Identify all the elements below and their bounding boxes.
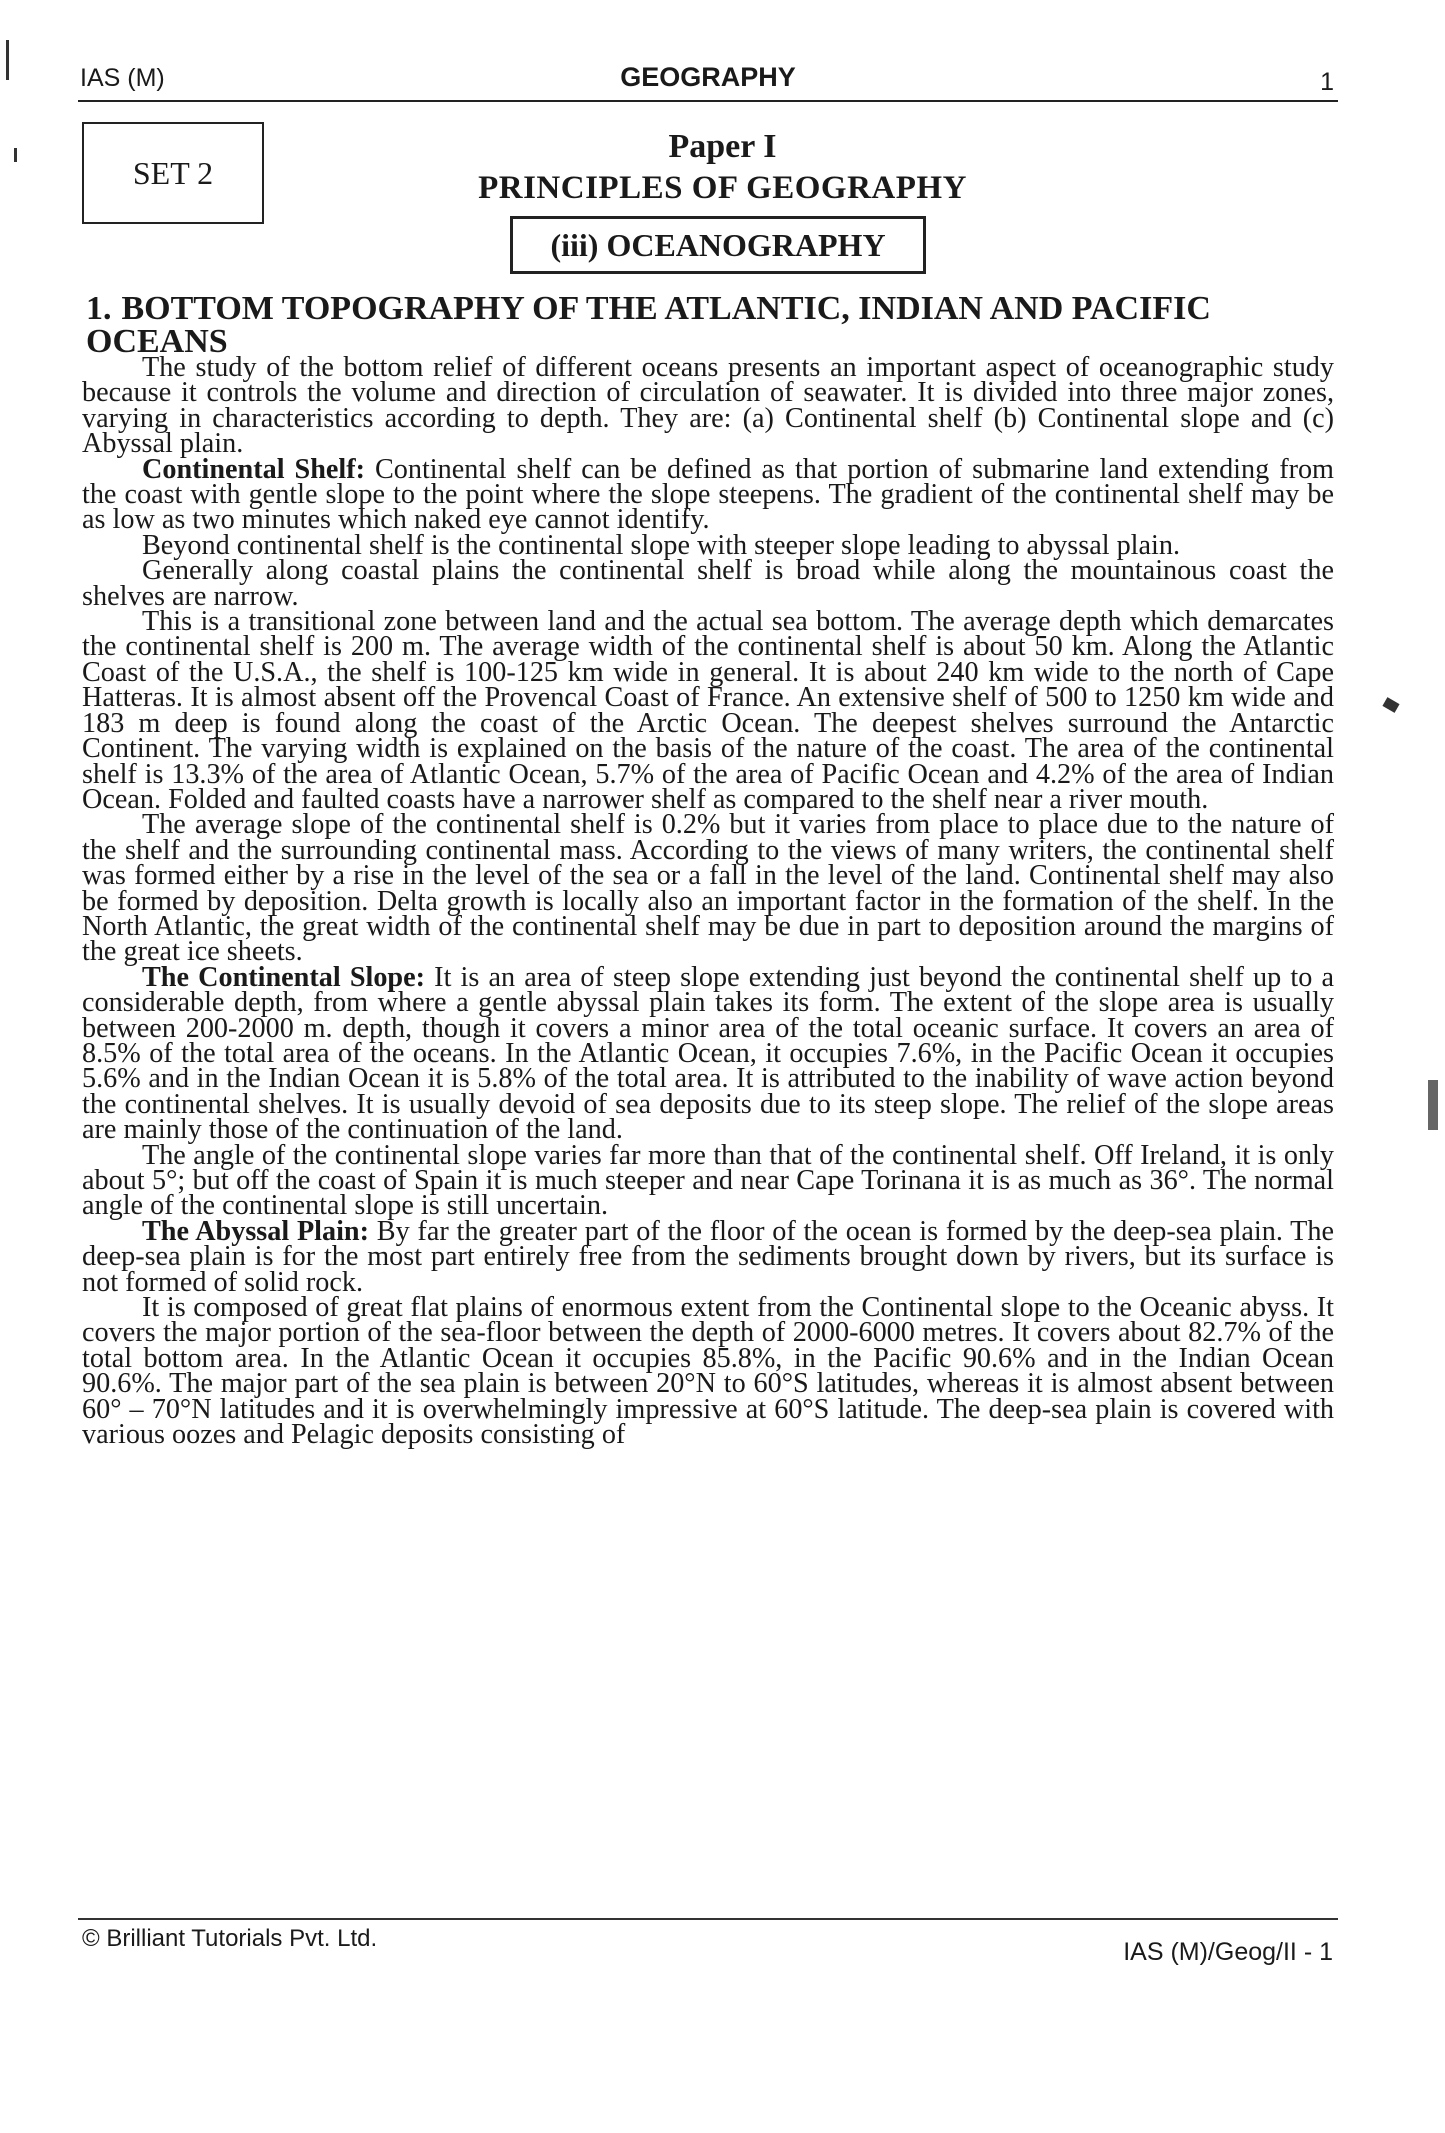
running-header — [78, 60, 1338, 102]
subject-title: PRINCIPLES OF GEOGRAPHY — [478, 170, 967, 206]
paragraph-lead: The Continental Slope: — [142, 961, 426, 993]
paragraph: The Continental Slope: It is an area of steep slope extending just beyond the continental shelf up to a considerable depth, from where a gentle abyssal plain takes its form. The extent of the slope area is usually between 200-2000 m. depth, though it covers a minor area of the total oceanic surface. It covers an area of 8.5% of the total area of the oceans. In the Atlantic Ocean, it occupies 7.6%, in the Pacific Ocean it occupies 5.6% and in the Indian Ocean it is 5.8% of the total area. It is attributed to the inability of wave action beyond the continental shelves. It is usually devoid of sea deposits due to its steep slope. The relief of the slope areas are mainly those of the continuation of the land. — [82, 961, 1334, 1146]
section-heading-number: 1. — [86, 290, 112, 327]
paragraph: The study of the bottom relief of different oceans presents an important aspect of oceanographic study because it controls the volume and direction of circulation of seawater. It is divided into three major zones, varying in characteristics according to depth. They are: (a) Continental shelf (b) Continental slope and (c) Abyssal plain. — [82, 352, 1334, 460]
scan-mark — [1382, 697, 1399, 713]
paragraph: This is a transitional zone between land and the actual sea bottom. The average depth which demarcates the continental shelf is 200 m. The average width of the continental shelf is about 50 km. Along the Atlantic Coast of the U.S.A., the shelf is 100-125 km wide in general. It is about 240 km wide to the north of Cape Hatteras. It is almost absent off the Provencal Coast of France. An extensive shelf of 500 to 1250 km wide and 183 m deep is found along the coast of the Arctic Ocean. The deepest shelves surround the Antarctic Continent. The varying width is explained on the basis of the nature of the coast. The area of the continental shelf is 13.3% of the area of Atlantic Ocean, 5.7% of the area of Pacific Ocean and 4.2% of the area of Indian Ocean. Folded and faulted coasts have a narrower shelf as compared to the shelf near a river mouth. — [82, 606, 1334, 815]
scan-mark — [1428, 1080, 1438, 1130]
section-title-box — [510, 216, 926, 274]
section-heading-text: BOTTOM TOPOGRAPHY OF THE ATLANTIC, INDIAN AND PACIFIC OCEANS — [86, 290, 1211, 360]
paragraph: The average slope of the continental shelf is 0.2% but it varies from place to place due to the nature of the shelf and the surrounding continental mass. According to the views of many writers, the continental shelf was formed either by a rise in the level of the sea or a fall in the level of the land. Continental shelf may also be formed by deposition. Delta growth is locally also an important factor in the formation of the shelf. In the North Atlantic, the great width of the continental shelf may be due in part to deposition around the margins of the great ice sheets. — [82, 809, 1334, 968]
body-text — [82, 352, 1334, 1451]
footer-code: IAS (M)/Geog/II - 1 — [1123, 1938, 1333, 1966]
paragraph: It is composed of great flat plains of enormous extent from the Continental slope to the Oceanic abyss. It covers the major portion of the sea-floor between the depth of 2000-6000 metres. It covers about 82.7% of the total bottom area. In the Atlantic Ocean it occupies 85.8%, in the Pacific 90.6% and in the Indian Ocean 90.6%. The major part of the sea plain is between 20°N to 60°S latitudes, whereas it is almost absent between 60° – 70°N latitudes and it is overwhelmingly impressive at 60°S latitude. The deep-sea plain is covered with various oozes and Pelagic deposits consisting of — [82, 1292, 1334, 1451]
footer-copyright: © Brilliant Tutorials Pvt. Ltd. — [82, 1925, 378, 1952]
header-title: GEOGRAPHY — [620, 62, 796, 92]
paragraph-lead: Continental Shelf: — [142, 453, 365, 485]
header-left: IAS (M) — [80, 64, 165, 92]
paragraph: Beyond continental shelf is the continental slope with steeper slope leading to abyssal plain. — [142, 529, 1180, 561]
paper-title: Paper I — [668, 128, 777, 165]
footer-rule — [78, 1918, 1338, 1920]
section-heading — [86, 292, 1336, 358]
section-title: (iii) OCEANOGRAPHY — [550, 226, 886, 263]
paragraph-lead: The Abyssal Plain: — [142, 1215, 369, 1247]
paragraph: The Abyssal Plain: By far the greater part of the floor of the ocean is formed by the deep-sea plain. The deep-sea plain is for the most part entirely free from the sediments brought down by rivers, but its surface is not formed of solid rock. — [82, 1215, 1334, 1298]
set-label: SET 2 — [132, 154, 214, 191]
paragraph: Generally along coastal plains the continental shelf is broad while along the mountainous coast the shelves are narrow. — [82, 555, 1334, 612]
paragraph: Continental Shelf: Continental shelf can be defined as that portion of submarine land extending from the coast with gentle slope to the point where the slope steepens. The gradient of the continental shelf may be as low as two minutes which naked eye cannot identify. — [82, 453, 1334, 536]
page-number: 1 — [1320, 68, 1334, 96]
scan-mark — [6, 40, 9, 80]
paragraph: The angle of the continental slope varies far more than that of the continental shelf. Off Ireland, it is only about 5°; but off the coast of Spain it is much steeper and near Cape Torinana it is as much as 36°. The normal angle of the continental slope is still uncertain. — [82, 1139, 1334, 1222]
